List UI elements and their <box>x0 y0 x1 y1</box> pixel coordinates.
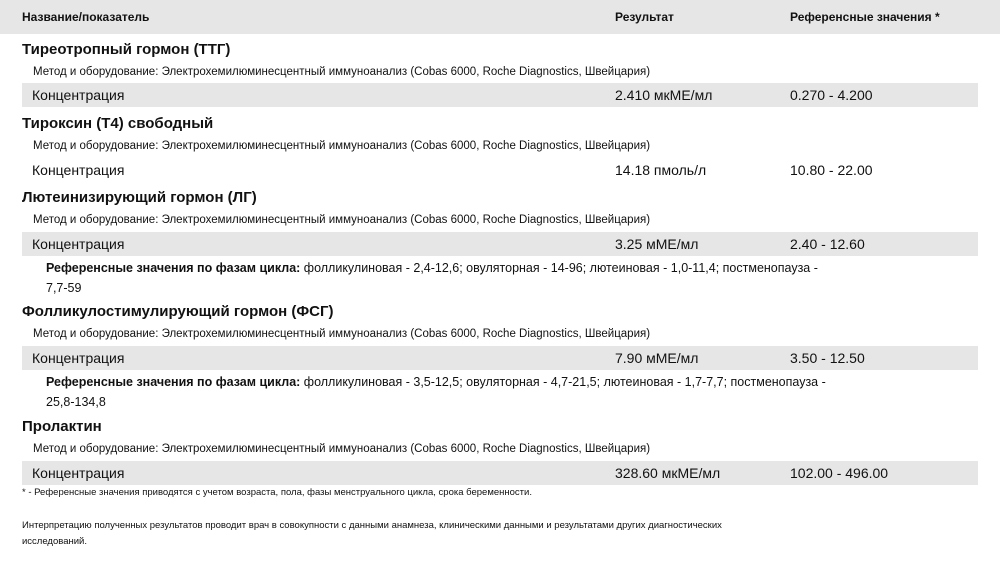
result-row <box>22 83 978 107</box>
param-label: Концентрация <box>32 465 125 481</box>
method-text: Метод и оборудование: Электрохемилюминесцентный иммуноанализ (Cobas 6000, Roche Diagnostics, Швейцария) <box>33 214 651 226</box>
phase-reference-label: Референсные значения по фазам цикла: <box>46 375 301 389</box>
reference-range: 10.80 - 22.00 <box>790 162 873 178</box>
table-header <box>0 0 1000 34</box>
method-text: Метод и оборудование: Электрохемилюминесцентный иммуноанализ (Cobas 6000, Roche Diagnostics, Швейцария) <box>33 443 651 455</box>
test-title: Тиреотропный гормон (ТТГ) <box>22 41 231 58</box>
reference-range: 3.50 - 12.50 <box>790 350 865 366</box>
reference-range: 2.40 - 12.60 <box>790 236 865 252</box>
test-title: Тироксин (Т4) свободный <box>22 115 214 132</box>
result-row <box>22 346 978 370</box>
method-text: Метод и оборудование: Электрохемилюминесцентный иммуноанализ (Cobas 6000, Roche Diagnostics, Швейцария) <box>33 328 651 340</box>
result-row <box>22 158 978 182</box>
column-header-reference: Референсные значения * <box>790 10 940 24</box>
phase-reference-label: Референсные значения по фазам цикла: <box>46 261 301 275</box>
result-value: 14.18 пмоль/л <box>615 162 707 178</box>
result-row <box>22 232 978 256</box>
param-label: Концентрация <box>32 236 125 252</box>
footnote: * - Референсные значения приводятся с учетом возраста, пола, фазы менструального цикла, срока беременности. <box>22 487 532 498</box>
result-value: 3.25 мМЕ/мл <box>615 236 699 252</box>
reference-range: 0.270 - 4.200 <box>790 87 873 103</box>
column-header-result: Результат <box>615 10 674 24</box>
test-title: Пролактин <box>22 418 102 435</box>
method-text: Метод и оборудование: Электрохемилюминесцентный иммуноанализ (Cobas 6000, Roche Diagnostics, Швейцария) <box>33 140 651 152</box>
phase-reference-values: фолликулиновая - 3,5-12,5; овуляторная - 4,7-21,5; лютеиновая - 1,7-7,7; постменопауза - 25,8-134,8 <box>46 375 826 409</box>
reference-range: 102.00 - 496.00 <box>790 465 889 481</box>
phase-reference-note <box>46 372 826 412</box>
method-text: Метод и оборудование: Электрохемилюминесцентный иммуноанализ (Cobas 6000, Roche Diagnostics, Швейцария) <box>33 66 651 78</box>
param-label: Концентрация <box>32 350 125 366</box>
result-row <box>22 461 978 485</box>
result-value: 328.60 мкМЕ/мл <box>615 465 721 481</box>
result-value: 2.410 мкМЕ/мл <box>615 87 713 103</box>
phase-reference-values: фолликулиновая - 2,4-12,6; овуляторная - 14-96; лютеиновая - 1,0-11,4; постменопауза - 7,7-59 <box>46 261 818 295</box>
test-title: Лютеинизирующий гормон (ЛГ) <box>22 189 257 206</box>
interpretation-note: Интерпретацию полученных результатов проводит врач в совокупности с данными анамнеза, клиническими данными и результатами других диагностических исследований. <box>22 520 722 547</box>
param-label: Концентрация <box>32 87 125 103</box>
phase-reference-note <box>46 258 826 298</box>
column-header-name: Название/показатель <box>22 10 150 24</box>
param-label: Концентрация <box>32 162 125 178</box>
test-title: Фолликулостимулирующий гормон (ФСГ) <box>22 303 334 320</box>
result-value: 7.90 мМЕ/мл <box>615 350 699 366</box>
